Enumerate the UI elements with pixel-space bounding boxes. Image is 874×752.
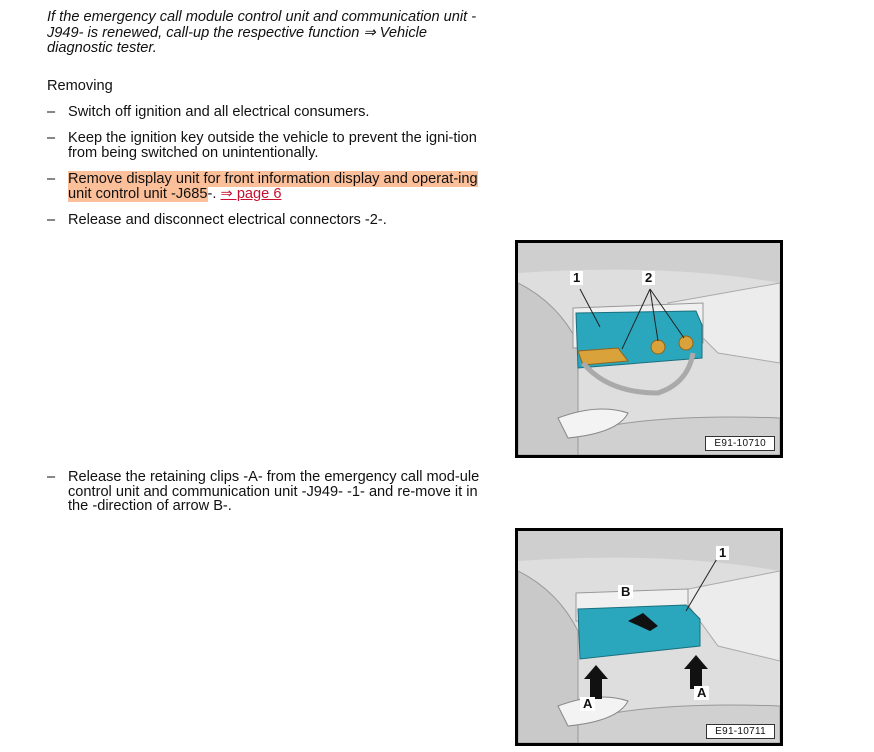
callout-1: 1 <box>716 546 729 560</box>
highlighted-text: Remove display unit for front information display and operat-ing unit control unit -J685 <box>68 171 478 202</box>
step-release-retaining-clips <box>47 470 487 514</box>
figure-retaining-clips <box>515 528 783 746</box>
figure-retaining-clips-illustration <box>518 531 780 743</box>
renewal-note: If the emergency call module control unit and communication unit -J949- is renewed, call-up the respective function ⇒ Vehicle diagnostic tester. <box>47 9 477 56</box>
step-text: Switch off ignition and all electrical consumers. <box>68 104 370 120</box>
step-dash: – <box>47 104 56 120</box>
step-dash: – <box>47 212 56 228</box>
section-heading-removing: Removing <box>47 78 113 94</box>
step-switch-off-ignition <box>47 105 487 120</box>
step-text: Release the retaining clips -A- from the emergency call mod-ule control unit and communication unit -J949- -1- and re-move it in the -direction of arrow B-. <box>68 469 480 515</box>
step-dash: – <box>47 469 56 485</box>
step-dash: – <box>47 171 56 187</box>
figure-id: E91-10711 <box>706 724 775 739</box>
callout-b: B <box>618 585 633 599</box>
step-remove-display-unit <box>47 172 487 201</box>
step-dash: – <box>47 130 56 146</box>
step-text: Keep the ignition key outside the vehicle to prevent the igni-tion from being switched on unintentionally. <box>68 130 477 161</box>
step-disconnect-connectors <box>47 213 487 228</box>
callout-1: 1 <box>570 271 583 285</box>
step-keep-key-outside <box>47 131 487 160</box>
figure-connectors <box>515 240 783 458</box>
step-text-tail: -. <box>207 185 221 202</box>
step-text: Release and disconnect electrical connectors -2-. <box>68 212 387 228</box>
figure-id: E91-10710 <box>705 436 775 451</box>
callout-a-right: A <box>694 686 709 700</box>
callout-2: 2 <box>642 271 655 285</box>
page-6-link[interactable]: ⇒ page 6 <box>220 185 282 202</box>
callout-a-left: A <box>580 697 595 711</box>
